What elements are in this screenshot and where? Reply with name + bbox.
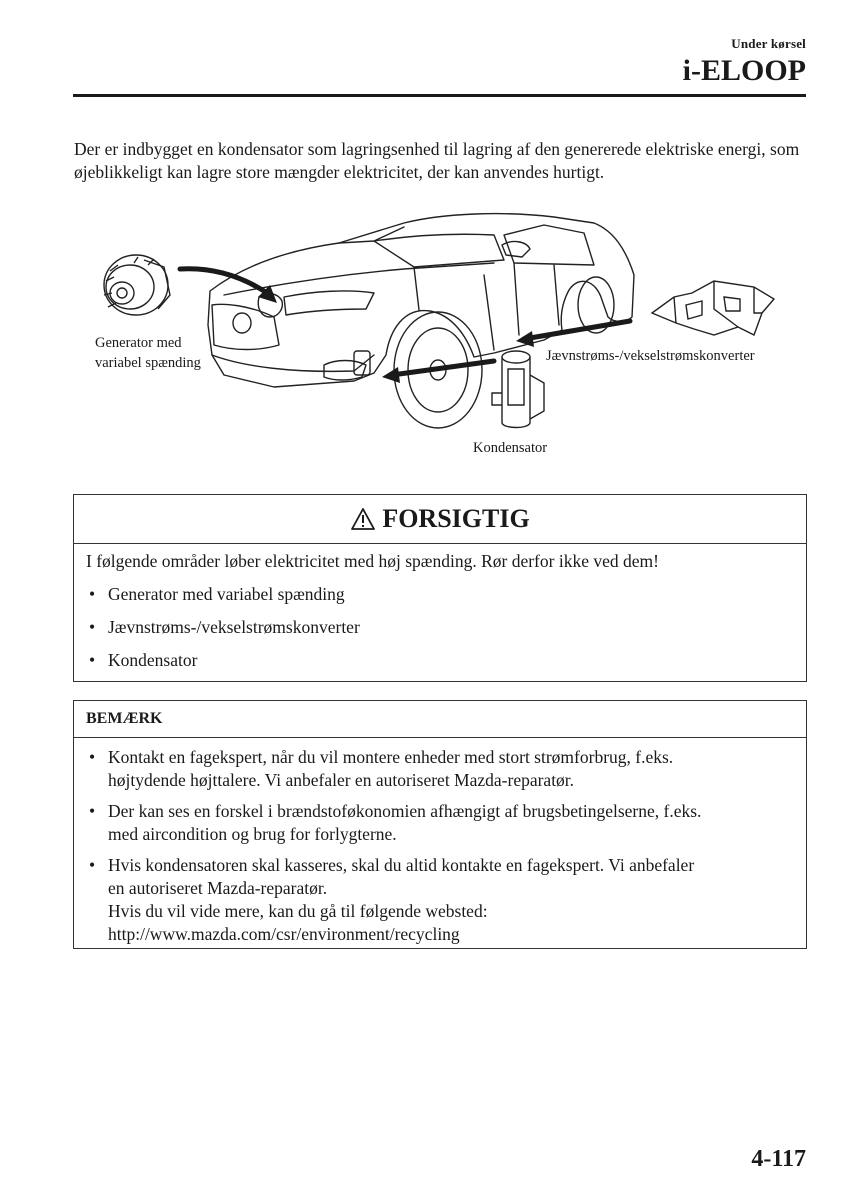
list-item: • Kontakt en fagekspert, når du vil montere enheder med stort strømforbrug, f.eks. højtydende højttalere. Vi anbefaler en autoriseret Mazda-reparatør. xyxy=(89,747,674,790)
bullet: • xyxy=(89,801,96,821)
intro-paragraph: Der er indbygget en kondensator som lagringsenhed til lagring af den genererede elektriske energi, som øjeblikkeligt kan lagre store mængder elektricitet, der kan anvendes hurtigt. xyxy=(74,139,800,182)
caution-title: FORSIGTIG xyxy=(382,504,530,533)
bullet: • xyxy=(89,584,96,604)
list-item: • Generator med variabel spænding xyxy=(89,584,345,604)
caution-list xyxy=(86,583,806,672)
recycling-url: http://www.mazda.com/csr/environment/recycling xyxy=(108,924,460,944)
caution-body xyxy=(74,544,806,672)
bullet: • xyxy=(89,617,96,637)
note-title: BEMÆRK xyxy=(74,701,806,738)
capacitor-label: Kondensator xyxy=(473,440,548,456)
list-item: • Hvis kondensatoren skal kasseres, skal du altid kontakte en fagekspert. Vi anbefaler en autoriseret Mazda-reparatør. Hvis du vil vide mere, kan du gå til følgende websted: http://www.mazda.com/csr/environment/recycling xyxy=(86,854,794,946)
caution-text: I følgende områder løber elektricitet med høj spænding. Rør derfor ikke ved dem! xyxy=(86,551,659,571)
chapter-title: i-ELOOP xyxy=(682,54,806,87)
page-number: 4-117 xyxy=(751,1146,806,1172)
car-illustration xyxy=(74,205,809,475)
bullet: • xyxy=(89,747,96,767)
section-label: Under kørsel xyxy=(731,36,806,51)
page-header xyxy=(683,36,806,87)
list-item: • Der kan ses en forskel i brændstoføkonomien afhængigt af brugsbetingelserne, f.eks. med aircondition og brug for forlygterne. xyxy=(89,801,702,844)
note-list xyxy=(74,746,806,946)
generator-label: Generator med variabel spænding xyxy=(95,335,201,371)
list-item: • Kondensator xyxy=(89,650,198,670)
caution-header xyxy=(74,495,806,544)
header-rule xyxy=(73,94,806,97)
converter-label: Jævnstrøms-/vekselstrømskonverter xyxy=(546,348,755,364)
bullet: • xyxy=(89,855,96,875)
warning-triangle-icon xyxy=(350,507,376,531)
bullet: • xyxy=(89,650,96,670)
note-box xyxy=(73,700,807,949)
caution-box xyxy=(73,494,807,682)
list-item: • Jævnstrøms-/vekselstrømskonverter xyxy=(89,617,360,637)
